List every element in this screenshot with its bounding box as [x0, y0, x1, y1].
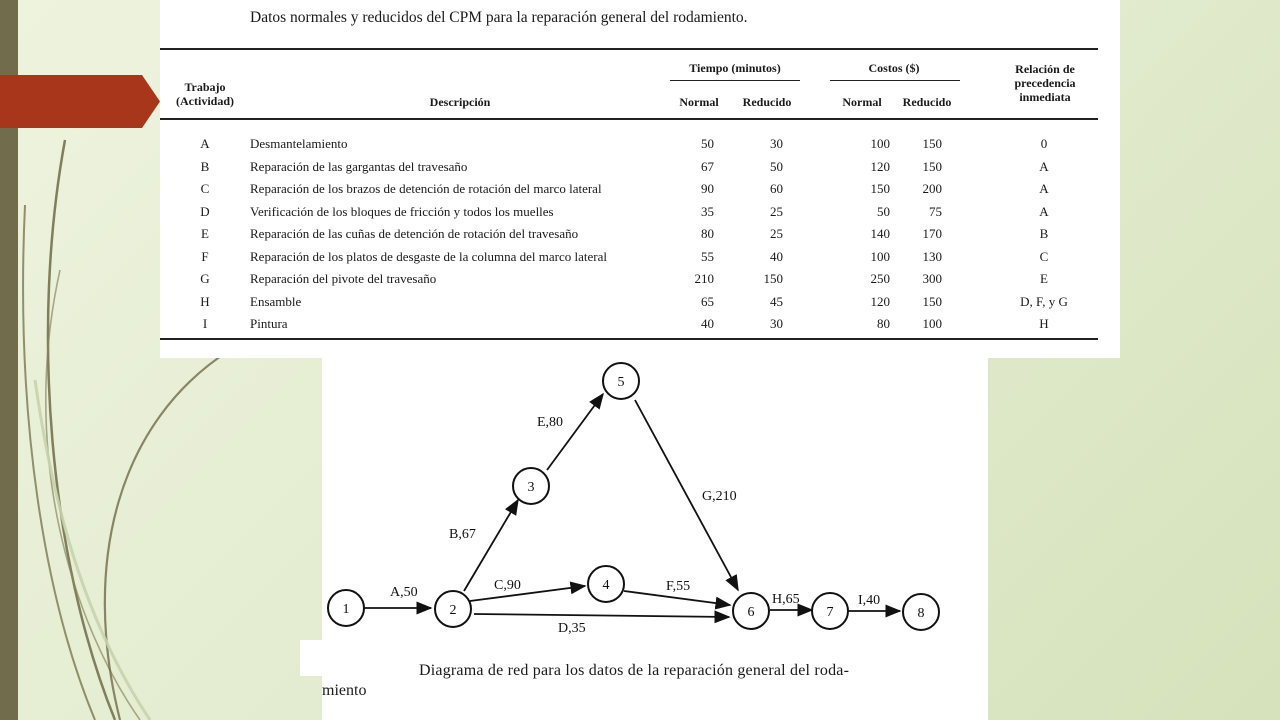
cell-descripcion: Reparación de las cuñas de detención de rotación del travesaño [250, 226, 579, 241]
edge-label-H: H,65 [772, 592, 800, 607]
cpm-table-panel [160, 0, 1120, 358]
node-2 [435, 591, 471, 627]
cell-descripcion: Reparación del pivote del travesaño [250, 271, 437, 286]
node-label-3: 3 [527, 480, 535, 495]
red-pointer-marker [0, 75, 160, 128]
cell-precedencia: C [1039, 248, 1049, 264]
edge-C [470, 586, 585, 601]
cell-tiempo-reducido: 150 [763, 271, 783, 286]
cell-costo-normal: 140 [870, 226, 890, 241]
cell-tiempo-normal: 55 [701, 248, 714, 264]
cell-costo-reducido: 130 [922, 248, 942, 264]
cell-costo-reducido: 150 [922, 293, 942, 309]
header-relacion-line2: precedencia [1014, 76, 1076, 90]
cell-descripcion: Pintura [250, 316, 288, 331]
cell-tiempo-reducido: 25 [770, 203, 783, 219]
edge-label-G: G,210 [702, 489, 737, 504]
node-label-1: 1 [342, 602, 350, 617]
node-label-5: 5 [617, 375, 625, 390]
edge-label-I: I,40 [858, 593, 881, 608]
node-6 [733, 593, 769, 629]
cell-tiempo-reducido: 40 [770, 248, 783, 264]
diagram-caption: Diagrama de red para los datos de la reparación general del roda- [419, 662, 850, 679]
header-costos-rule [830, 80, 960, 81]
node-label-4: 4 [602, 578, 610, 593]
cell-precedencia: H [1039, 316, 1049, 331]
cell-tiempo-normal: 210 [694, 271, 714, 286]
node-label-8: 8 [917, 606, 925, 621]
header-tiempo-normal: Normal [679, 95, 719, 109]
cell-costo-reducido: 100 [922, 316, 942, 331]
edge-E [547, 394, 603, 470]
cell-precedencia: D, F, y G [1020, 293, 1068, 309]
header-relacion-line1: Relación de [1015, 62, 1075, 76]
cell-costo-normal: 100 [870, 248, 890, 264]
header-costos-reducido: Reducido [902, 95, 952, 109]
node-8 [903, 594, 939, 630]
header-trabajo-line1: Trabajo [184, 80, 226, 94]
cell-trabajo: D [200, 203, 210, 219]
cell-trabajo: I [202, 316, 208, 331]
cell-costo-reducido: 200 [922, 181, 942, 196]
cell-trabajo: G [200, 271, 210, 286]
cell-costo-normal: 120 [870, 293, 890, 309]
cell-trabajo: H [200, 293, 210, 309]
cell-costo-reducido: 150 [922, 158, 942, 174]
cell-trabajo: E [201, 226, 209, 241]
cell-descripcion: Desmantelamiento [250, 136, 348, 151]
table-title: Datos normales y reducidos del CPM para la reparación general del rodamiento. [250, 9, 748, 26]
node-3 [513, 468, 549, 504]
header-tiempo-reducido: Reducido [742, 95, 792, 109]
cell-tiempo-reducido: 45 [770, 293, 783, 309]
cell-descripcion: Ensamble [250, 293, 302, 309]
cell-descripcion: Reparación de los platos de desgaste de la columna del marco lateral [250, 248, 607, 264]
cell-precedencia: A [1039, 158, 1049, 174]
edge-label-E: E,80 [537, 415, 564, 430]
table-top-rule [160, 48, 1098, 50]
cell-costo-normal: 100 [870, 136, 890, 151]
cell-tiempo-normal: 67 [701, 158, 714, 174]
diagram-caption-continuation: miento [322, 682, 367, 699]
edge-label-A: A,50 [390, 585, 418, 600]
edge-label-F: F,55 [666, 579, 691, 594]
cell-tiempo-normal: 65 [701, 293, 714, 309]
table-header-rule [160, 118, 1098, 120]
header-costos-normal: Normal [842, 95, 882, 109]
node-1 [328, 590, 364, 626]
node-4 [588, 566, 624, 602]
cell-costo-normal: 120 [870, 158, 890, 174]
cell-precedencia: A [1039, 181, 1049, 196]
cell-costo-normal: 80 [877, 316, 890, 331]
cell-precedencia: B [1039, 226, 1049, 241]
white-notch [300, 640, 322, 676]
node-7 [812, 593, 848, 629]
header-relacion-line3: inmediata [1019, 90, 1071, 104]
cell-precedencia: E [1040, 271, 1048, 286]
cell-tiempo-reducido: 30 [770, 316, 783, 331]
header-trabajo-line2: (Actividad) [176, 94, 234, 108]
cell-costo-normal: 250 [870, 271, 890, 286]
cell-tiempo-reducido: 25 [770, 226, 783, 241]
cell-tiempo-reducido: 50 [770, 158, 783, 174]
cell-tiempo-reducido: 60 [770, 181, 783, 196]
cell-trabajo: F [201, 248, 209, 264]
cell-tiempo-normal: 90 [701, 181, 714, 196]
cell-precedencia: A [1039, 203, 1049, 219]
cell-descripcion: Reparación de los brazos de detención de rotación del marco lateral [250, 181, 602, 196]
edge-label-D: D,35 [558, 621, 586, 636]
cell-descripcion: Reparación de las gargantas del travesaño [250, 158, 468, 174]
cell-tiempo-normal: 50 [701, 136, 714, 151]
table-bottom-rule [160, 338, 1098, 340]
node-label-6: 6 [747, 605, 755, 620]
node-label-7: 7 [826, 605, 834, 620]
cell-trabajo: B [200, 158, 210, 174]
cell-costo-reducido: 170 [922, 226, 942, 241]
edge-D [474, 614, 729, 617]
network-diagram-panel [322, 358, 988, 720]
header-trabajo [165, 80, 245, 108]
network-diagram [322, 358, 988, 658]
cell-precedencia: 0 [1040, 136, 1048, 151]
cell-tiempo-reducido: 30 [770, 136, 783, 151]
cell-tiempo-normal: 35 [701, 203, 714, 219]
edge-label-C: C,90 [494, 578, 521, 593]
header-tiempo: Tiempo (minutos) [689, 61, 781, 75]
node-5 [603, 363, 639, 399]
header-tiempo-rule [670, 80, 800, 81]
cell-trabajo: C [200, 181, 210, 196]
cell-costo-normal: 150 [870, 181, 890, 196]
cell-descripcion: Verificación de los bloques de fricción y todos los muelles [250, 203, 554, 219]
cell-costo-reducido: 150 [922, 136, 942, 151]
header-costos: Costos ($) [868, 61, 920, 75]
cell-costo-reducido: 300 [922, 271, 942, 286]
node-label-2: 2 [449, 603, 457, 618]
edge-label-B: B,67 [449, 527, 476, 542]
header-descripcion: Descripción [429, 95, 491, 109]
cell-tiempo-normal: 80 [701, 226, 714, 241]
cell-costo-normal: 50 [877, 203, 890, 219]
cell-costo-reducido: 75 [929, 203, 942, 219]
cell-tiempo-normal: 40 [701, 316, 714, 331]
header-relacion [995, 62, 1095, 104]
cell-trabajo: A [200, 136, 210, 151]
